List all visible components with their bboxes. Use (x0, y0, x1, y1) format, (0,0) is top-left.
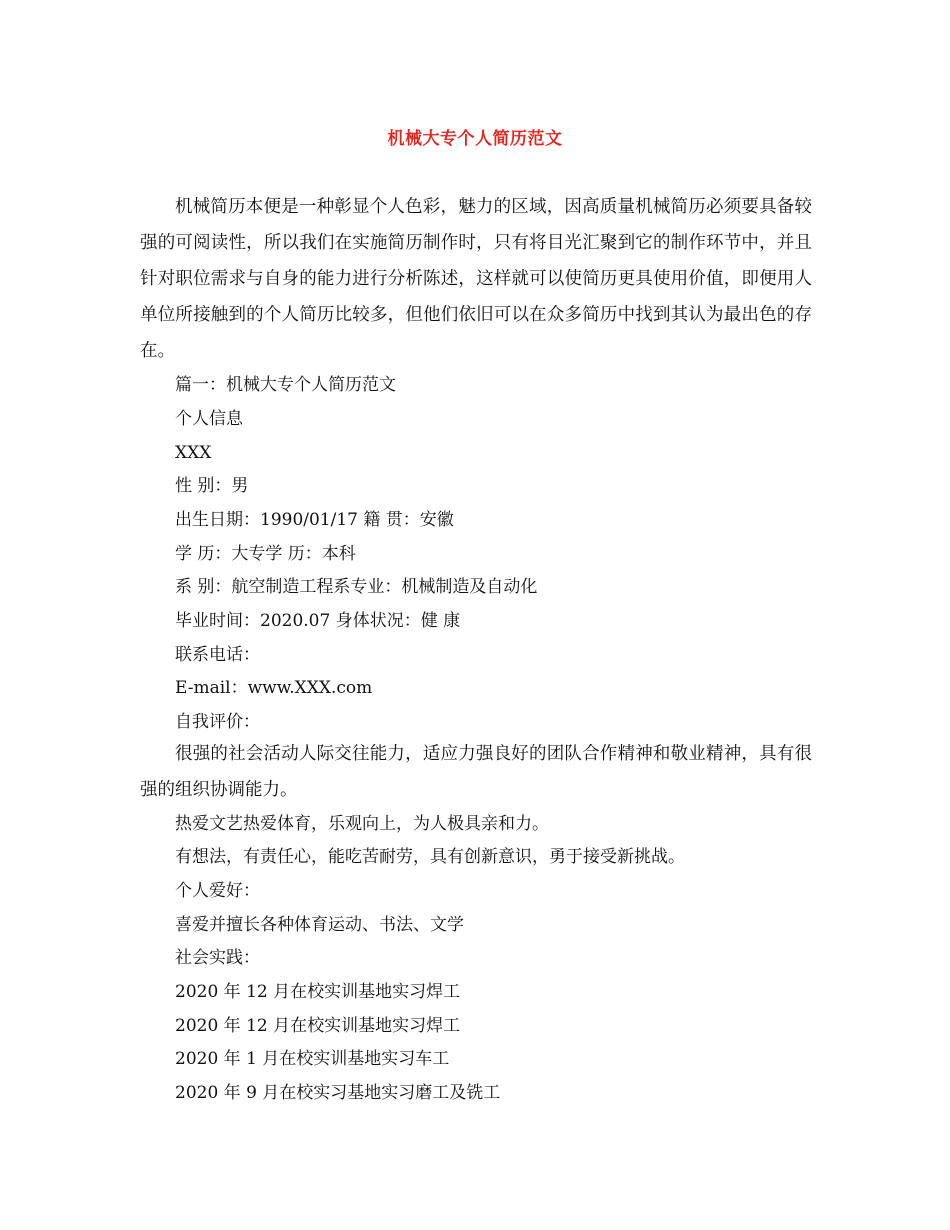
self-eval-paragraph-1: 很强的社会活动人际交往能力，适应力强良好的团队合作精神和敬业精神，具有很强的组织协调能力。 (140, 744, 812, 800)
department-major-line: 系 别：航空制造工程系专业：机械制造及自动化 (175, 577, 538, 597)
name-line: XXX (175, 443, 212, 463)
practice-item-3: 2020 年 1 月在校实训基地实习车工 (175, 1049, 450, 1069)
self-eval-label: 自我评价： (175, 712, 260, 732)
hobbies-line: 喜爱并擅长各种体育运动、书法、文学 (175, 915, 464, 935)
intro-paragraph: 机械简历本便是一种彰显个人色彩，魅力的区域，因高质量机械简历必须要具备较强的可阅读性，所以我们在实施简历制作时，只有将目光汇聚到它的制作环节中，并且针对职位需求与自身的能力进行分析陈述，这样就可以使简历更具使用价值，即便用人单位所接触到的个人简历比较多，但他们依旧可以在众多简历中找到其认为最出色的存在。 (140, 197, 812, 361)
education-line: 学 历：大专学 历：本科 (175, 544, 356, 564)
practice-item-4: 2020 年 9 月在校实习基地实习磨工及铣工 (175, 1083, 501, 1103)
personal-info-label: 个人信息 (175, 409, 243, 429)
hobbies-label: 个人爱好： (175, 881, 260, 901)
graduation-health-line: 毕业时间：2020.07 身体状况：健 康 (175, 611, 461, 631)
document-title: 机械大专个人简历范文 (387, 129, 563, 149)
practice-item-2: 2020 年 12 月在校实训基地实习焊工 (175, 1016, 461, 1036)
practice-label: 社会实践： (175, 948, 260, 968)
section-heading: 篇一：机械大专个人简历范文 (175, 375, 396, 395)
practice-item-1: 2020 年 12 月在校实训基地实习焊工 (175, 982, 461, 1002)
gender-line: 性 别：男 (175, 476, 249, 496)
email-line: E-mail：www.XXX.com (175, 678, 373, 698)
self-eval-paragraph-3: 有想法，有责任心，能吃苦耐劳，具有创新意识，勇于接受新挑战。 (175, 847, 685, 867)
self-eval-paragraph-2: 热爱文艺热爱体育，乐观向上，为人极具亲和力。 (175, 814, 549, 834)
birth-native-line: 出生日期：1990/01/17 籍 贯：安徽 (175, 510, 454, 530)
phone-line: 联系电话： (175, 645, 260, 665)
